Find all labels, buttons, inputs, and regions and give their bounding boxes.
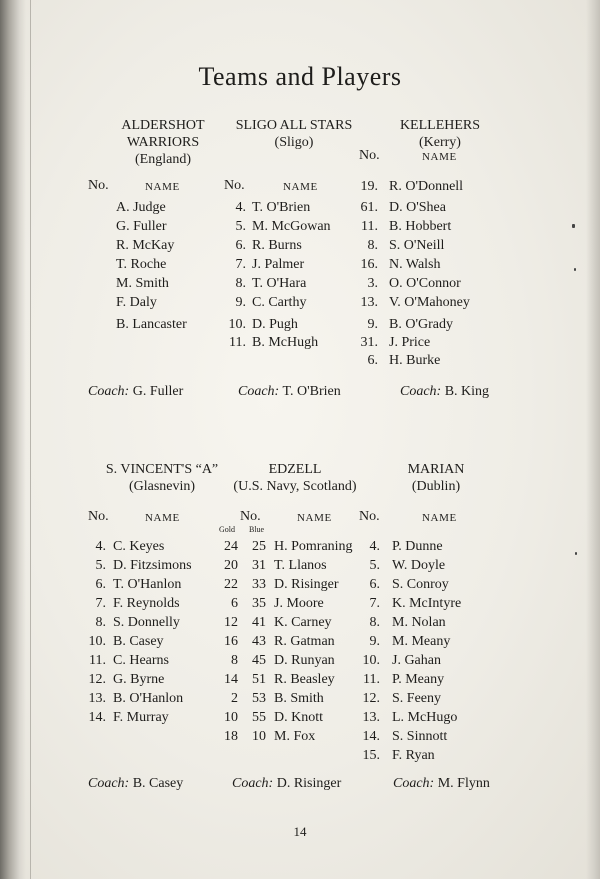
player-name: T. O'Hara [252,276,307,291]
player-name: G. Fuller [116,219,167,234]
player-number-blue: 45 [252,653,266,668]
player-number-gold: 20 [224,558,238,573]
column-header-name: NAME [422,151,457,163]
player-name: F. Reynolds [113,596,180,611]
player-number: 61. [360,200,378,215]
player-number-blue: 41 [252,615,266,630]
column-header-name: NAME [422,512,457,524]
player-number-blue: 35 [252,596,266,611]
player-name: C. Hearns [113,653,169,668]
team-header-marian [386,461,486,495]
coach-name: M. Flynn [437,776,490,791]
player-number: 8. [235,276,246,291]
player-number-blue: 55 [252,710,266,725]
player-name: B. O'Hanlon [113,691,184,706]
coach-label: Coach: [393,776,435,791]
player-name: L. McHugo [392,710,458,725]
coach-line [400,384,489,400]
ink-speck [574,268,576,271]
coach-line [88,384,183,400]
player-name: M. Fox [274,729,316,744]
player-name: S. Donnelly [113,615,180,630]
player-name: F. Daly [116,295,157,310]
player-name: H. Pomraning [274,539,353,554]
team-name-line: WARRIORS [126,135,200,150]
player-name: D. Pugh [252,317,298,332]
player-number: 11. [363,672,380,687]
player-number: 5. [235,219,246,234]
coach-name: T. O'Brien [282,384,341,399]
column-header-no: No. [240,509,261,524]
player-number: 5. [369,558,380,573]
player-name: B. O'Grady [389,317,453,332]
player-number: 7. [235,257,246,272]
player-name: D. Risinger [274,577,339,592]
player-name: A. Judge [116,200,166,215]
player-number: 8. [367,238,378,253]
team-name-line: MARIAN [407,462,465,477]
player-number: 9. [369,634,380,649]
column-header-name: NAME [145,512,180,524]
player-number-gold: 2 [231,691,238,706]
player-number: 4. [235,200,246,215]
player-number: 6. [369,577,380,592]
player-name: G. Byrne [113,672,165,687]
page-title: Teams and Players [198,62,402,91]
player-number: 9. [235,295,246,310]
player-number-blue: 33 [252,577,266,592]
player-number-gold: 22 [224,577,238,592]
player-name: K. McIntyre [392,596,462,611]
player-number: 5. [95,558,106,573]
player-number: 9. [367,317,378,332]
player-name: R. Gatman [274,634,335,649]
player-name: H. Burke [389,353,441,368]
column-header-name: NAME [145,181,180,193]
player-number-blue: 43 [252,634,266,649]
column-header-name: NAME [283,181,318,193]
player-number-gold: 16 [224,634,238,649]
player-number: 11. [229,335,246,350]
team-location: (Glasnevin) [128,479,196,494]
coach-line [88,776,183,792]
player-name: B. Casey [113,634,164,649]
player-name: B. McHugh [252,335,319,350]
player-name: R. Burns [252,238,302,253]
player-number: 6. [367,353,378,368]
player-name: S. O'Neill [389,238,445,253]
player-name: S. Feeny [392,691,441,706]
player-name: T. Roche [116,257,167,272]
column-header-gold: Gold [219,525,235,534]
column-header-no: No. [359,509,380,524]
player-name: B. Smith [274,691,324,706]
team-header-aldershot [100,117,226,168]
player-number: 14. [362,729,380,744]
player-number: 13. [88,691,106,706]
player-name: T. O'Hanlon [113,577,182,592]
player-name: D. O'Shea [389,200,446,215]
player-number: 16. [360,257,378,272]
player-number-gold: 18 [224,729,238,744]
player-name: O. O'Connor [389,276,461,291]
player-number-blue: 25 [252,539,266,554]
player-name: V. O'Mahoney [389,295,470,310]
coach-name: B. Casey [132,776,184,791]
player-name: S. Sinnott [392,729,448,744]
player-number: 7. [369,596,380,611]
player-name: F. Murray [113,710,169,725]
player-number: 7. [95,596,106,611]
coach-label: Coach: [88,776,130,791]
player-number-blue: 51 [252,672,266,687]
coach-name: D. Risinger [276,776,342,791]
coach-label: Coach: [232,776,274,791]
player-number: 14. [88,710,106,725]
player-name: T. Llanos [274,558,327,573]
team-name-line: ALDERSHOT [121,118,205,133]
player-number: 8. [369,615,380,630]
coach-name: B. King [444,384,490,399]
player-name: K. Carney [274,615,332,630]
column-header-no: No. [359,148,380,163]
page-edge-shadow [586,0,600,879]
column-header-blue: Blue [249,525,265,534]
team-name-line: EDZELL [268,462,322,477]
player-name: M. Smith [116,276,169,291]
coach-label: Coach: [238,384,280,399]
player-name: J. Price [389,335,431,350]
player-number: 4. [369,539,380,554]
player-name: D. Runyan [274,653,335,668]
player-name: B. Lancaster [116,317,187,332]
coach-label: Coach: [88,384,130,399]
player-name: D. Knott [274,710,323,725]
player-name: M. Nolan [392,615,446,630]
player-name: R. Beasley [274,672,335,687]
coach-label: Coach: [400,384,442,399]
team-location: (England) [135,152,191,167]
player-number: 11. [89,653,106,668]
team-location: (Sligo) [274,135,314,150]
binding-line [30,0,31,879]
page-number: 14 [293,824,307,839]
coach-line [238,384,341,400]
column-header-name: NAME [297,512,332,524]
ink-speck [575,552,577,555]
team-location: (U.S. Navy, Scotland) [233,479,357,494]
player-name: M. McGowan [252,219,331,234]
player-name: J. Gahan [392,653,441,668]
player-name: B. Hobbert [389,219,452,234]
column-header-no: No. [88,178,109,193]
player-number: 13. [362,710,380,725]
player-name: J. Palmer [252,257,305,272]
ink-speck [572,224,575,228]
player-number-gold: 24 [224,539,238,554]
player-name: P. Meany [392,672,445,687]
team-name-line: S. VINCENT'S “A” [105,462,219,477]
player-name: P. Dunne [392,539,443,554]
book-spine-shadow [0,0,26,879]
player-number: 11. [361,219,378,234]
column-header-no: No. [224,178,245,193]
player-number: 12. [362,691,380,706]
player-number: 10. [362,653,380,668]
player-number-gold: 8 [231,653,238,668]
player-number: 13. [360,295,378,310]
player-number: 15. [362,748,380,763]
player-name: W. Doyle [392,558,446,573]
player-number: 10. [88,634,106,649]
team-location: (Kerry) [419,135,461,150]
team-name-line: KELLEHERS [399,118,481,133]
player-number: 19. [360,179,378,194]
player-name: C. Carthy [252,295,307,310]
coach-line [393,776,490,792]
player-number: 4. [95,539,106,554]
player-number: 31. [360,335,378,350]
player-name: C. Keyes [113,539,165,554]
player-name: M. Meany [392,634,451,649]
player-number: 10. [228,317,246,332]
team-header-edzell [220,461,370,495]
player-name: R. O'Donnell [389,179,464,194]
player-number: 6. [235,238,246,253]
player-number-blue: 31 [252,558,266,573]
player-number: 3. [367,276,378,291]
team-header-kellehers [380,117,500,151]
player-number-gold: 10 [224,710,238,725]
player-name: N. Walsh [389,257,441,272]
player-number-gold: 14 [224,672,238,687]
team-header-vincents [96,461,228,495]
player-name: F. Ryan [392,748,435,763]
player-name: T. O'Brien [252,200,311,215]
team-header-sligo [222,117,366,151]
player-number-blue: 53 [252,691,266,706]
player-number-gold: 12 [224,615,238,630]
coach-line [232,776,341,792]
player-number-gold: 6 [231,596,238,611]
player-name: R. McKay [116,238,175,253]
coach-name: G. Fuller [132,384,184,399]
player-number-blue: 10 [252,729,266,744]
player-number: 12. [88,672,106,687]
player-number: 8. [95,615,106,630]
player-name: D. Fitzsimons [113,558,192,573]
player-name: J. Moore [274,596,324,611]
column-header-no: No. [88,509,109,524]
team-location: (Dublin) [411,479,461,494]
player-name: S. Conroy [392,577,449,592]
player-number: 6. [95,577,106,592]
team-name-line: SLIGO ALL STARS [235,118,353,133]
